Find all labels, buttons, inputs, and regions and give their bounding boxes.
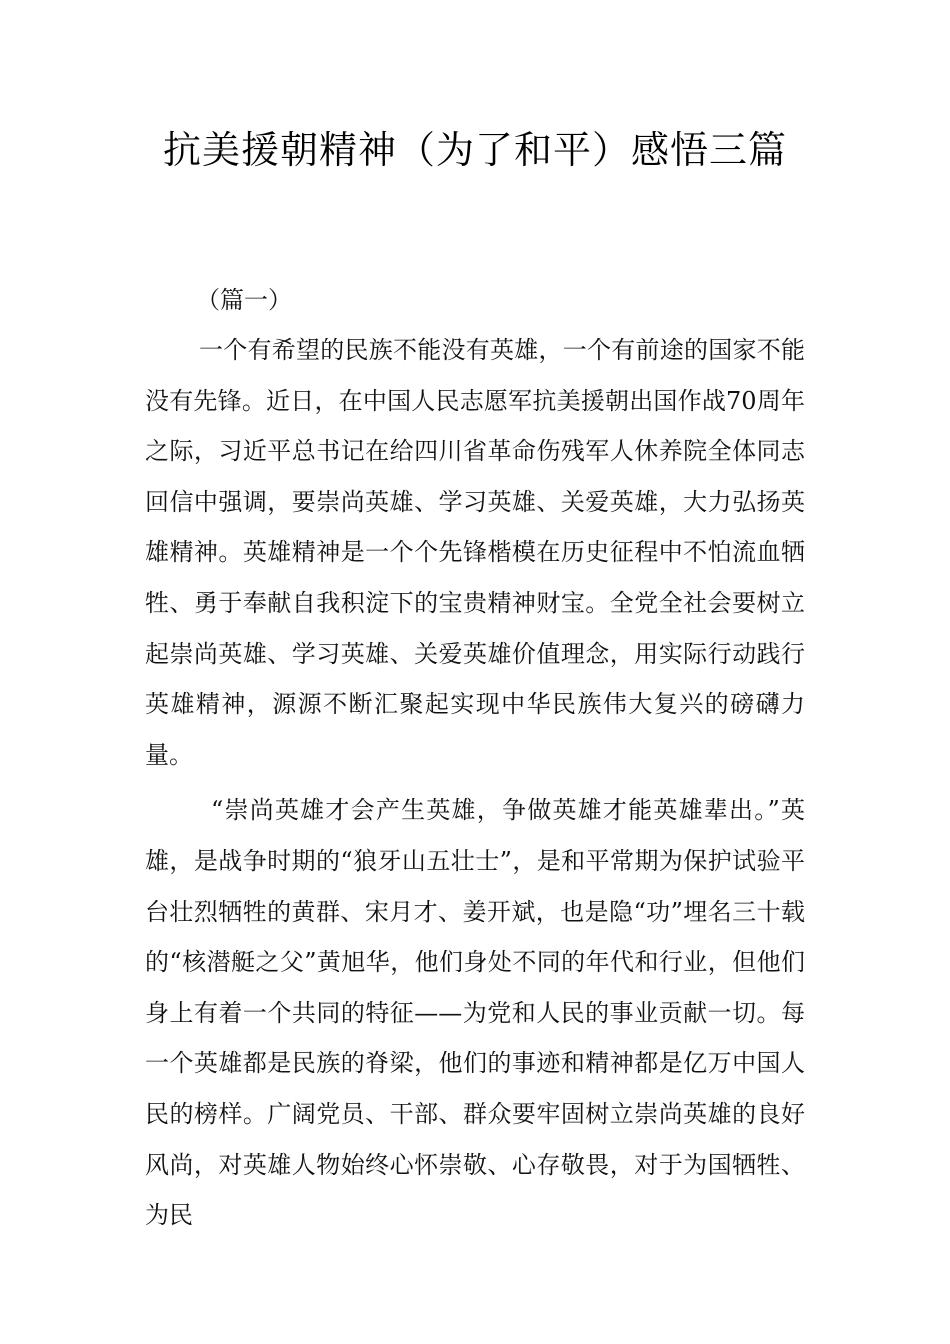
- document-body: [145, 325, 805, 1246]
- document-title: 抗美援朝精神（为了和平）感悟三篇: [162, 128, 787, 172]
- paragraph-1: 一个有希望的民族不能没有英雄，一个有前途的国家不能没有先锋。近日，在中国人民志愿军抗美援朝出国作战70周年之际，习近平总书记在给四川省革命伤残军人休养院全体同志回信中强调，要崇尚英雄、学习英雄、关爱英雄，大力弘扬英雄精神。英雄精神是一个个先锋楷模在历史征程中不怕流血牺牲、勇于奉献自我积淀下的宝贵精神财宝。全党全社会要树立起崇尚英雄、学习英雄、关爱英雄价值理念，用实际行动践行英雄精神，源源不断汇聚起实现中华民族伟大复兴的磅礴力量。: [145, 336, 805, 769]
- section-label: （篇一）: [196, 286, 292, 314]
- paragraph-2: “崇尚英雄才会产生英雄，争做英雄才能英雄辈出。”英雄，是战争时期的“狼牙山五壮士”，是和平常期为保护试验平台壮烈牺牲的黄群、宋月才、姜开斌，也是隐“功”埋名三十载的“核潜艇之父”黄旭华，他们身处不同的年代和行业，但他们身上有着一个共同的特征——为党和人民的事业贡献一切。每一个英雄都是民族的脊梁，他们的事迹和精神都是亿万中国人民的榜样。广阔党员、干部、群众要牢固树立崇尚英雄的良好风尚，对英雄人物始终心怀崇敬、心存敬畏，对于为国牺牲、为民: [145, 796, 805, 1230]
